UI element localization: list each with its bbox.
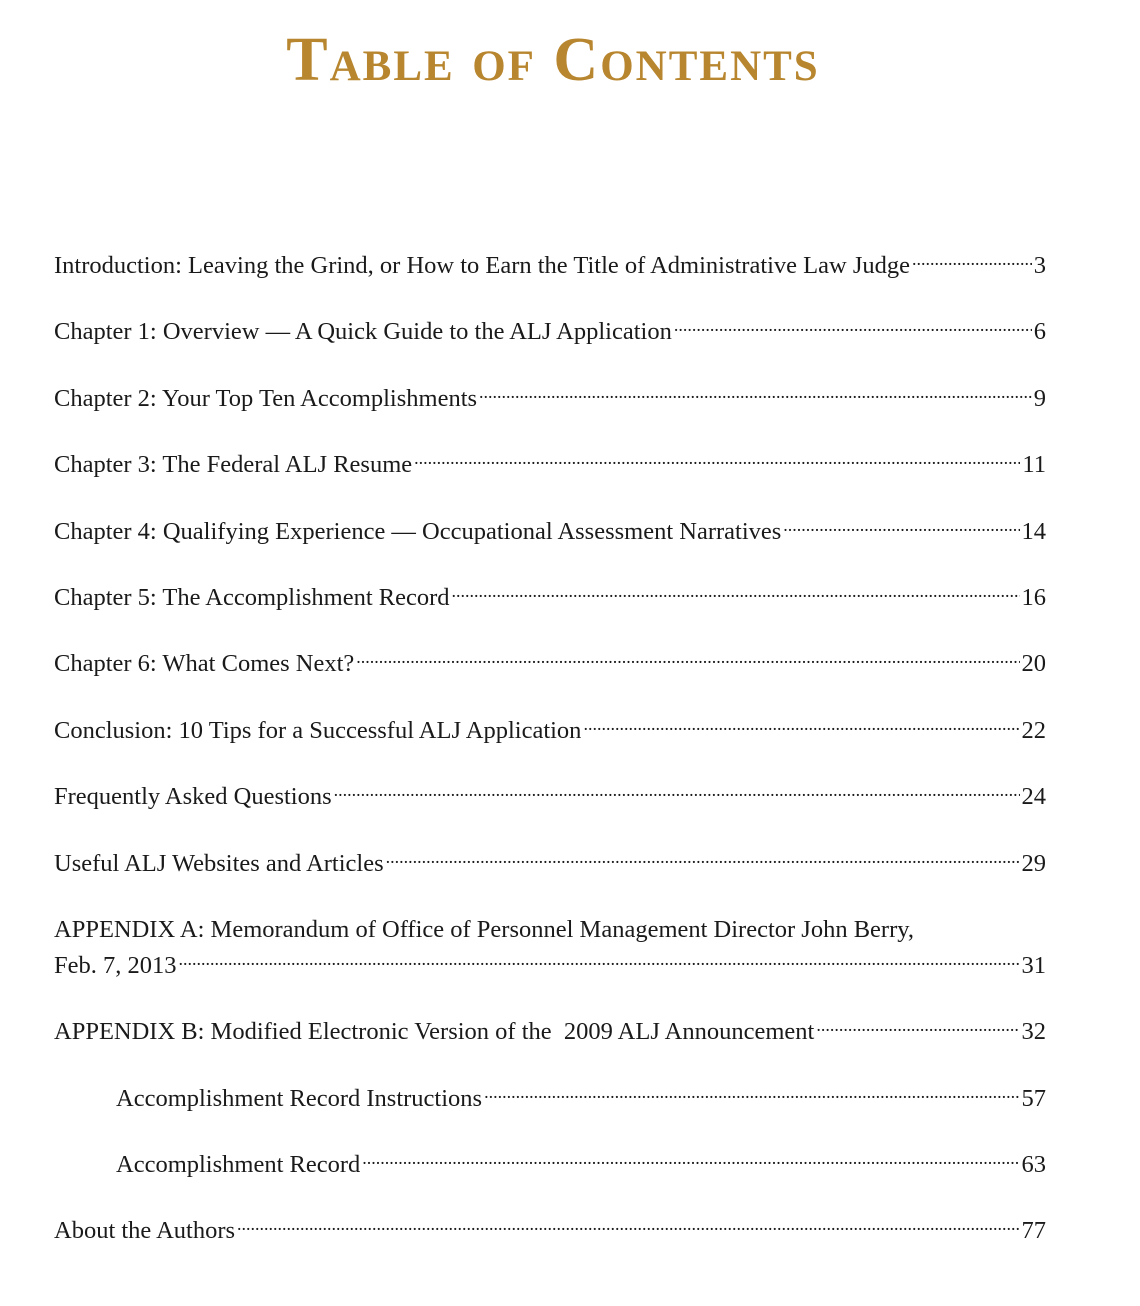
toc-entry-chapter-6[interactable] — [54, 646, 1046, 682]
toc-entry-chapter-5[interactable] — [54, 580, 1046, 616]
toc-entry-label: Chapter 4: Qualifying Experience — Occupational Assessment Narratives — [54, 517, 782, 545]
toc-entry-about-authors[interactable] — [54, 1213, 1046, 1249]
toc-list — [54, 248, 1046, 1280]
dot-leader — [179, 948, 1020, 973]
toc-entry-label: Useful ALJ Websites and Articles — [54, 849, 384, 877]
toc-entry-label: Chapter 3: The Federal ALJ Resume — [54, 451, 413, 479]
toc-page-number: 24 — [1021, 783, 1046, 811]
dot-leader — [356, 647, 1019, 672]
toc-page-number: 22 — [1021, 716, 1046, 744]
toc-entry-label: Frequently Asked Questions — [54, 783, 332, 811]
toc-page-number: 11 — [1022, 451, 1046, 479]
toc-page-number: 20 — [1021, 650, 1046, 678]
dot-leader — [912, 249, 1032, 274]
dot-leader — [583, 713, 1019, 738]
dot-leader — [414, 448, 1020, 473]
toc-entry-label: Accomplishment Record — [116, 1151, 361, 1179]
toc-page-number: 3 — [1033, 252, 1046, 279]
toc-entry-label: Chapter 2: Your Top Ten Accomplishments — [54, 384, 478, 412]
toc-entry-chapter-4[interactable] — [54, 514, 1046, 550]
page-title: Table of Contents — [286, 26, 820, 94]
toc-entry-label: Chapter 1: Overview — A Quick Guide to the ALJ Application — [54, 318, 672, 346]
toc-page-number: 32 — [1021, 1018, 1046, 1046]
toc-entry-record[interactable] — [54, 1147, 1046, 1183]
toc-entry-label: APPENDIX B: Modified Electronic Version of the 2009 ALJ Announcement — [54, 1018, 815, 1046]
toc-entry-chapter-1[interactable] — [54, 314, 1046, 350]
dot-leader — [237, 1214, 1019, 1239]
toc-entry-label: Accomplishment Record Instructions — [116, 1084, 483, 1112]
toc-page-number: 57 — [1021, 1084, 1046, 1112]
dot-leader — [386, 846, 1020, 871]
toc-page-number: 6 — [1033, 318, 1046, 346]
toc-entry-chapter-2[interactable] — [54, 381, 1046, 417]
dot-leader — [479, 381, 1032, 406]
toc-entry-websites[interactable] — [54, 846, 1046, 882]
toc-page-number: 29 — [1021, 849, 1046, 877]
toc-entry-label-line1: APPENDIX A: Memorandum of Office of Personnel Management Director John Berry, — [54, 915, 915, 943]
toc-entry-chapter-3[interactable] — [54, 447, 1046, 483]
dot-leader — [452, 580, 1020, 605]
dot-leader — [783, 514, 1019, 539]
toc-entry-faq[interactable] — [54, 779, 1046, 815]
dot-leader — [674, 315, 1032, 340]
toc-page-number: 31 — [1021, 951, 1046, 979]
toc-page-number: 77 — [1021, 1217, 1046, 1245]
dot-leader — [816, 1015, 1019, 1040]
dot-leader — [362, 1148, 1019, 1173]
toc-entry-label: Introduction: Leaving the Grind, or How to Earn the Title of Administrative Law Judge — [54, 252, 910, 279]
toc-entry-label: Conclusion: 10 Tips for a Successful ALJ Application — [54, 716, 582, 744]
toc-entry-conclusion[interactable] — [54, 713, 1046, 749]
toc-entry-record-instructions[interactable] — [54, 1081, 1046, 1117]
toc-entry-introduction[interactable] — [54, 248, 1046, 284]
toc-entry-appendix-a[interactable] — [54, 912, 1046, 984]
dot-leader — [334, 780, 1020, 805]
toc-page-number: 63 — [1021, 1151, 1046, 1179]
toc-page-number: 16 — [1021, 583, 1046, 611]
toc-entry-label: Chapter 6: What Comes Next? — [54, 650, 355, 678]
toc-entry-appendix-b[interactable] — [54, 1014, 1046, 1050]
dot-leader — [484, 1081, 1019, 1106]
toc-page-number: 14 — [1021, 517, 1046, 545]
toc-entry-label: About the Authors — [54, 1217, 236, 1245]
toc-entry-label: Chapter 5: The Accomplishment Record — [54, 583, 450, 611]
toc-page-number: 9 — [1033, 384, 1046, 412]
toc-entry-label: Feb. 7, 2013 — [54, 951, 177, 979]
